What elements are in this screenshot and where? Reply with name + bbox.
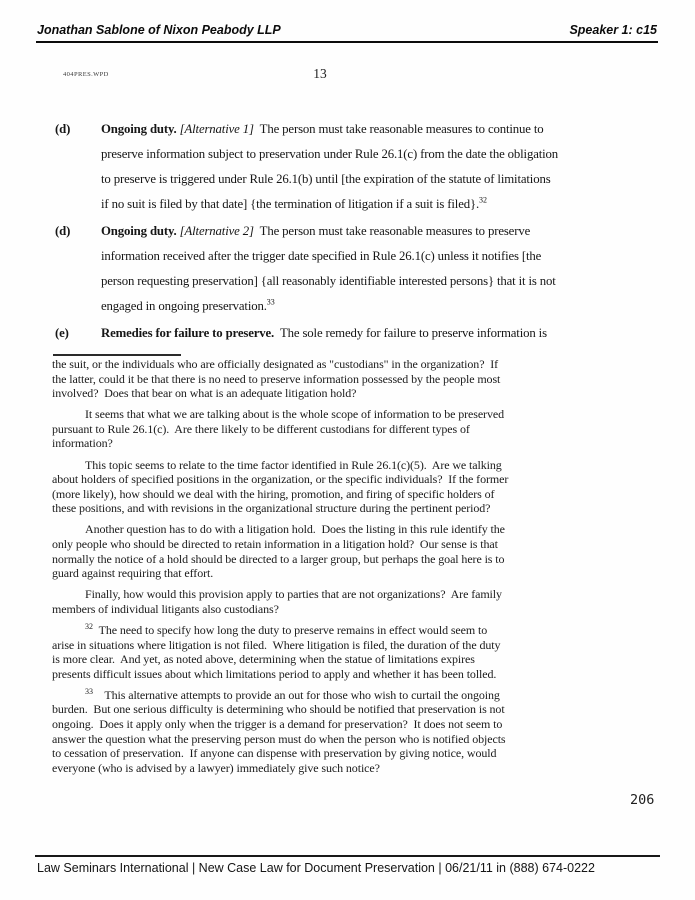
document-header bbox=[37, 23, 657, 37]
footnote-line: involved? Does that bear on what is an adequate litigation hold? bbox=[52, 386, 357, 401]
paragraph-line: information received after the trigger date specified in Rule 26.1(c) unless it notifies [the bbox=[101, 249, 542, 263]
footnote-line: information? bbox=[52, 436, 113, 451]
footnote-line: presents difficult issues about which limitations period to apply and whether it has been tolled. bbox=[52, 666, 497, 681]
paragraph-line: Ongoing duty. [Alternative 1] The person must take reasonable measures to continue to bbox=[101, 122, 544, 136]
rule-item bbox=[55, 219, 655, 319]
footnote-line: burden. But one serious difficulty is determining who should be notified that preservation is not bbox=[52, 702, 505, 717]
footnote-line: pursuant to Rule 26.1(c). Are there likely to be different custodians for different types of bbox=[52, 421, 470, 436]
header-rule bbox=[36, 41, 658, 43]
rule-item-label: (d) bbox=[55, 224, 71, 238]
footnote-line: $^{33}$ This alternative attempts to provide an out for those who wish to curtail the ongoing bbox=[85, 686, 500, 702]
rule-item-text bbox=[101, 321, 655, 346]
footnote-line: the latter, could it be that there is no need to preserve information possessed by the people most bbox=[52, 371, 501, 386]
alternative-tag: [Alternative 1] bbox=[179, 122, 254, 136]
rule-item-heading: Remedies for failure to preserve. bbox=[101, 326, 275, 340]
footnote-line: It seems that what we are talking about is the whole scope of information to be preserved bbox=[85, 407, 504, 422]
footnote-line: Another question has to do with a litigation hold. Does the listing in this rule identify the bbox=[85, 522, 505, 537]
rule-item-label: (d) bbox=[55, 122, 71, 136]
rule-item-text bbox=[101, 219, 655, 319]
paragraph-line: Remedies for failure to preserve. The sole remedy for failure to preserve information is bbox=[101, 326, 547, 340]
footnote-line: This topic seems to relate to the time factor identified in Rule 26.1(c)(5). Are we talking bbox=[85, 457, 502, 472]
footnote-paragraph bbox=[52, 623, 612, 681]
footnote-line: answer the question what the preserving person must do when the person who is notified objects bbox=[52, 731, 506, 746]
rule-item-text bbox=[101, 117, 655, 217]
footnote-line: members of individual litigants also custodians? bbox=[52, 601, 279, 616]
footnote-line: $^{32}$ The need to specify how long the duty to preserve remains in effect would seem to bbox=[85, 622, 488, 637]
footnote-separator bbox=[53, 354, 181, 356]
footnote-line: ongoing. Does it apply only when the trigger is a demand for preservation? It does not seem to bbox=[52, 717, 503, 732]
header-author: Jonathan Sablone of Nixon Peabody LLP bbox=[37, 23, 281, 37]
footnote-line: normally the notice of a hold should be directed to a larger group, but perhaps the goal here is to bbox=[52, 551, 505, 566]
header-speaker-tag: Speaker 1: c15 bbox=[569, 23, 657, 37]
paragraph-line: if no suit is filed by that date] {the termination of litigation if a suit is filed}.$^{32}$ bbox=[101, 195, 488, 211]
page-number-top: 13 bbox=[313, 66, 327, 81]
rule-text-section bbox=[55, 117, 655, 346]
rule-item-label: (e) bbox=[55, 326, 69, 340]
footnote-paragraph bbox=[52, 407, 612, 451]
rule-item-heading: Ongoing duty. bbox=[101, 224, 177, 238]
rule-item-heading: Ongoing duty. bbox=[101, 122, 177, 136]
paragraph-line: person requesting preservation] {all reasonably identifiable interested persons} that it is not bbox=[101, 274, 556, 288]
document-footer: Law Seminars International | New Case Law for Document Preservation | 06/21/11 in (888) 674-0222 bbox=[37, 861, 595, 875]
footnote-paragraph bbox=[52, 458, 612, 516]
footnote-line: Finally, how would this provision apply to parties that are not organizations? Are family bbox=[85, 587, 502, 602]
paragraph-line: preserve information subject to preservation under Rule 26.1(c) from the date the obligation bbox=[101, 147, 559, 161]
footnote-paragraph bbox=[52, 357, 612, 401]
rule-item bbox=[55, 321, 655, 346]
page-number-bottom: 206 bbox=[630, 792, 655, 808]
footnote-line: is more clear. And yet, as noted above, determining when the statue of limitations expires bbox=[52, 652, 475, 667]
footnote-line: to cessation of preservation. If anyone can dispense with preservation by giving notice, would bbox=[52, 746, 497, 761]
footnote-line: arise in situations where litigation is not filed. Where litigation is filed, the duration of the duty bbox=[52, 637, 501, 652]
paragraph-line: to preserve is triggered under Rule 26.1(b) until [the expiration of the statute of limitations bbox=[101, 172, 551, 186]
alternative-tag: [Alternative 2] bbox=[179, 224, 254, 238]
footnote-marker: 32 bbox=[85, 622, 93, 631]
footnote-marker: 33 bbox=[85, 686, 93, 696]
footnote-paragraph bbox=[52, 688, 612, 776]
paragraph-line: engaged in ongoing preservation.$^{33}$ bbox=[101, 297, 275, 313]
footnotes-section bbox=[52, 357, 612, 775]
footnote-line: (more likely), how should we deal with the hiring, promotion, and firing of specific holders of bbox=[52, 486, 495, 501]
footnote-line: guard against requiring that effort. bbox=[52, 566, 214, 581]
footnote-line: about holders of specified positions in the organization, or the specific individuals? If the former bbox=[52, 472, 509, 487]
footnote-reference: 33 bbox=[266, 297, 275, 307]
footnote-line: the suit, or the individuals who are officially designated as "custodians" in the organization? If bbox=[52, 357, 499, 371]
footnote-line: only people who should be directed to retain information in a litigation hold? Our sense is that bbox=[52, 537, 498, 552]
footnote-line: these positions, and with revisions in the organizational structure during the pertinent period? bbox=[52, 501, 491, 516]
footer-rule bbox=[35, 855, 660, 857]
footnote-paragraph bbox=[52, 587, 612, 616]
document-reference: 404PRES.WPD bbox=[63, 71, 109, 78]
footnote-paragraph bbox=[52, 522, 612, 580]
paragraph-line: Ongoing duty. [Alternative 2] The person must take reasonable measures to preserve bbox=[101, 224, 531, 238]
footnote-reference: 32 bbox=[479, 195, 488, 205]
rule-item bbox=[55, 117, 655, 217]
footnote-line: everyone (who is advised by a lawyer) immediately give such notice? bbox=[52, 760, 380, 775]
